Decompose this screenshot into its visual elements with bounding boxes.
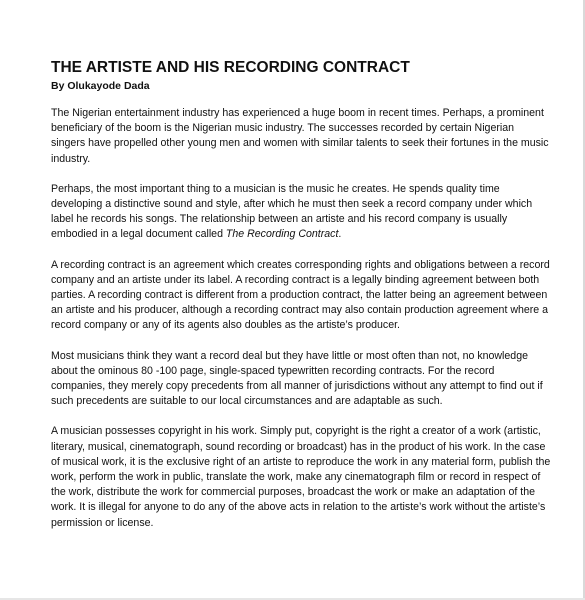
author-byline: By Olukayode Dada	[51, 80, 150, 92]
paragraph-3: A recording contract is an agreement which creates corresponding rights and obligations between a record company and an artiste under its label. A recording contract is a legally binding agreement between both parties. A recording contract is different from a production contract, the latter being an agreement between an artiste and his producer, although a recording contract may also contain production agreement where a record company or any of its agents also doubles as the artiste’s producer.	[51, 258, 550, 332]
paragraph-2-text: Perhaps, the most important thing to a musician is the music he creates. He spends quality time developing a distinctive sound and style, after which he must then seek a record company under which label he records his songs. The relationship between an artiste and his record company is usually embodied in a legal document called	[51, 182, 533, 241]
paragraph-2-end: .	[338, 228, 342, 241]
contract-title-italic: The Recording Contract	[225, 228, 339, 241]
document-title: THE ARTISTE AND HIS RECORDING CONTRACT	[51, 59, 410, 76]
paragraph-1: The Nigerian entertainment industry has experienced a huge boom in recent times. Perhaps, a prominent beneficiary of the boom is the Nigerian music industry. The successes recorded by certain Nigerian singers have propelled other young men and women with similar talents to seek their fortunes in the music industry.	[51, 107, 549, 165]
paragraph-4: Most musicians think they want a record deal but they have little or most often than not, no knowledge about the ominous 80 -100 page, single-spaced typewritten recording contracts. For the record companies, they merely copy precedents from all manner of jurisdictions without any attempt to find out if such precedents are suitable to our local circumstances and are adaptable as such.	[51, 349, 543, 408]
paragraph-2	[51, 182, 551, 243]
document-body	[51, 58, 551, 531]
paragraph-5: A musician possesses copyright in his work. Simply put, copyright is the right a creator of a work (artistic, literary, musical, cinematograph, sound recording or broadcast) has in the product of his work. In the case of musical work, it is the exclusive right of an artiste to reproduce the work in any material form, publish the work, perform the work in public, translate the work, make any cinematograph film or record in respect of the work, distribute the work for commercial purposes, broadcast the work or make an adaptation of the work. It is illegal for anyone to do any of the above acts in relation to the artiste’s work without the artiste’s permission or license.	[51, 425, 551, 529]
